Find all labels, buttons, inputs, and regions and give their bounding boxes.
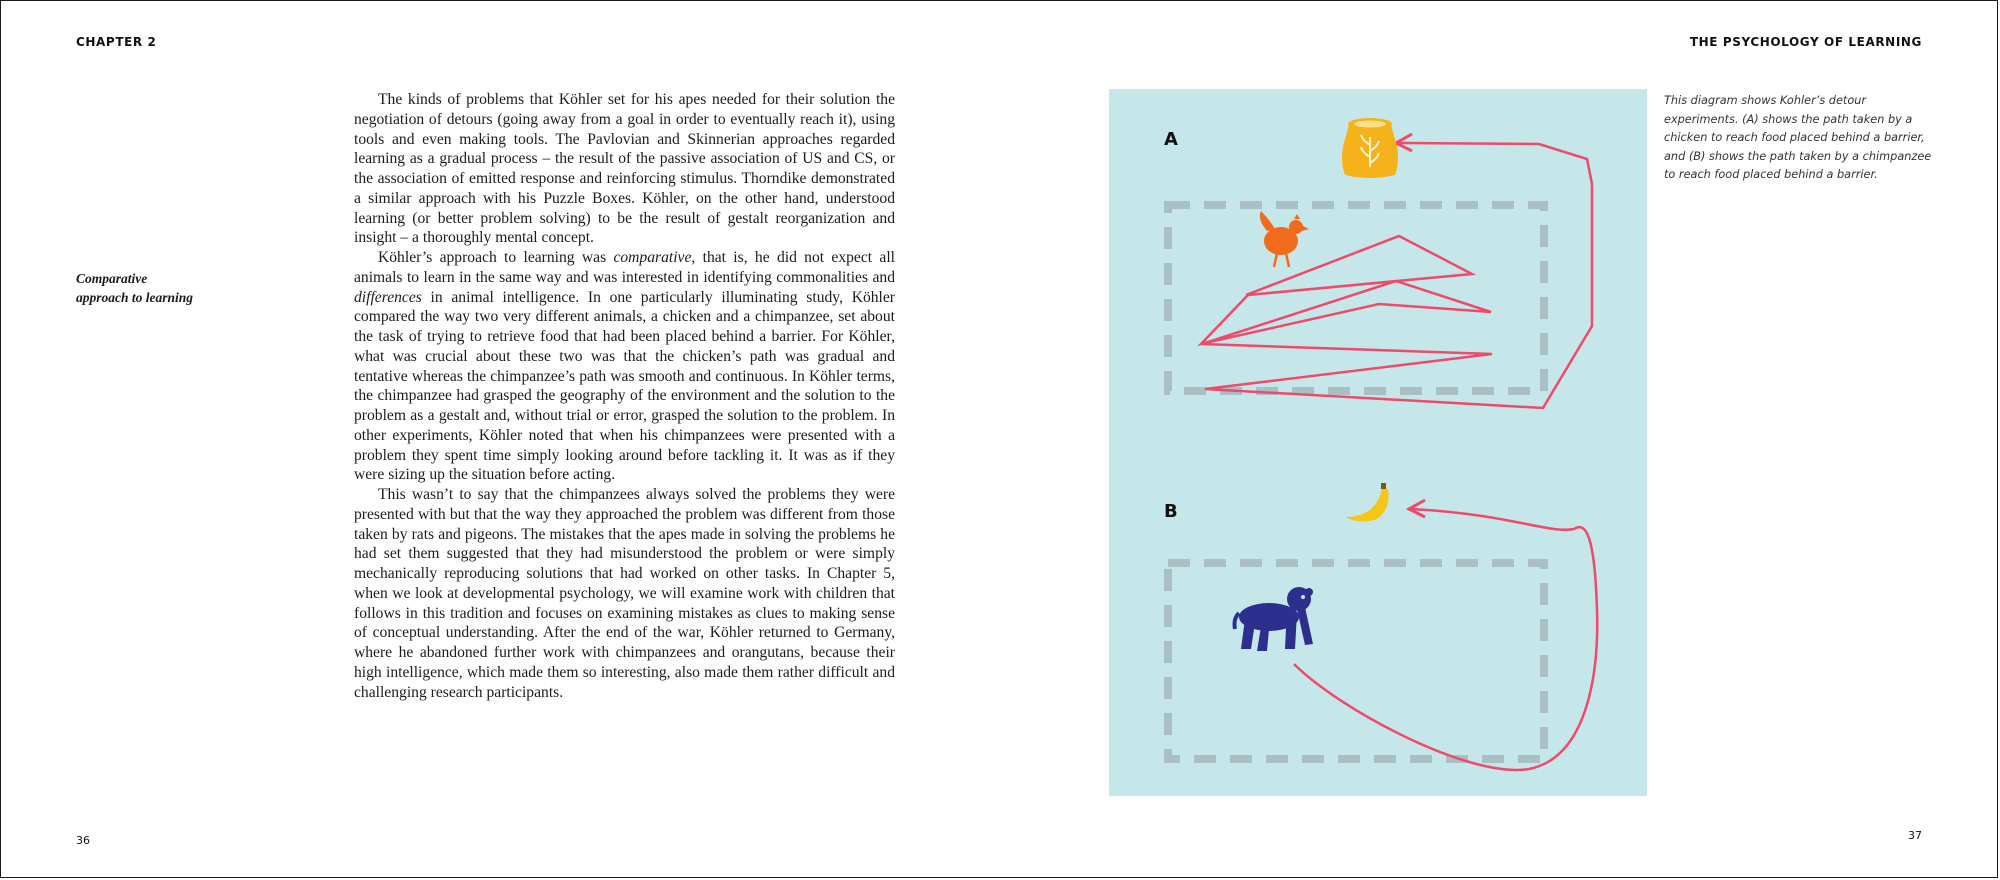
paragraph-text: Köhler’s approach to learning was (378, 249, 614, 266)
running-head-chapter: CHAPTER 2 (76, 35, 157, 49)
figure-caption: This diagram shows Kohler’s detour experiments. (A) shows the path taken by a chicken to reach food placed behind a barrier, and (B) shows the path taken by a chimpanzee to reach food placed behind a barrier. (1664, 94, 1932, 181)
paragraph (354, 248, 895, 485)
barrier-a (1168, 205, 1544, 391)
paragraph: This wasn’t to say that the chimpanzees always solved the problems they were presented with but that the way they approached the problem was different from those taken by rats and pigeons. The mistakes that the apes made in solving the problems he had set them suggested that they had misunderstood the problem or were simply mechanically reproducing solutions that had worked on other tasks. In Chapter 5, when we look at developmental psychology, we will examine work with children that follows in this tradition and focuses on examining mistakes as clues to making sense of conceptual understanding. After the end of the war, Köhler returned to Germany, where he abandoned further work with chimpanzees and orangutans, because their high intelligence, which made them so interesting, also made them rather difficult and challenging research participants. (354, 486, 895, 701)
chimpanzee-icon (1235, 587, 1314, 651)
banana-icon (1345, 483, 1389, 522)
detour-diagram (1109, 89, 1647, 796)
barrier-b (1168, 563, 1544, 759)
margin-note-line: Comparative (76, 271, 148, 286)
page-number-right: 37 (1908, 829, 1922, 842)
running-head-title: THE PSYCHOLOGY OF LEARNING (1689, 35, 1922, 49)
margin-note-line: approach to learning (76, 290, 194, 305)
body-text (354, 90, 895, 702)
chicken-icon (1260, 211, 1309, 267)
page-number-left: 36 (76, 834, 90, 847)
panel-label-a: A (1164, 129, 1178, 150)
paragraph-text: in animal intelligence. In one particularly illuminating study, Köhler compared the way two very different animals, a chicken and a chimpanzee, set about the task of trying to retrieve food that had been placed behind a barrier. For Köhler, what was crucial about these two was that the chicken’s path was gradual and tentative whereas the chimpanzee’s path was smooth and continuous. In Köhler terms, the chimpanzee had grasped the geography of the environment and the solution to the problem as a gestalt and, without trial or error, grasped the solution to the problem. In other experiments, Köhler noted that when his chimpanzees were presented with a problem they spent time simply looking around before tackling it. It was as if they were sizing up the situation before acting. (354, 288, 895, 484)
paragraph-text: , that is, he did not expect all animals to learn in the same way and was interested in identifying commonalities and (354, 249, 896, 286)
paragraph: The kinds of problems that Köhler set for his apes needed for their solution the negotiation of detours (going away from a goal in order to eventually reach it), using tools and even making tools. The Pavlovian and Skinnerian approaches regarded learning as a gradual process – the result of the passive association of US and CS, or the association of emitted response and reinforcing stimulus. Thorndike demonstrated a similar approach with his Puzzle Boxes. Köhler, on the other hand, understood learning (or better problem solving) to be the result of gestalt reorganization and insight – a thoroughly mental concept. (354, 91, 895, 247)
diagram-canvas (1109, 89, 1647, 796)
emphasis-comparative: comparative (613, 249, 692, 266)
panel-label-b: B (1164, 501, 1178, 522)
chicken-path (1201, 143, 1592, 408)
food-sack-icon (1342, 118, 1398, 178)
emphasis-differences: differences (354, 288, 422, 306)
margin-note (76, 269, 246, 307)
chimp-path (1294, 509, 1597, 770)
